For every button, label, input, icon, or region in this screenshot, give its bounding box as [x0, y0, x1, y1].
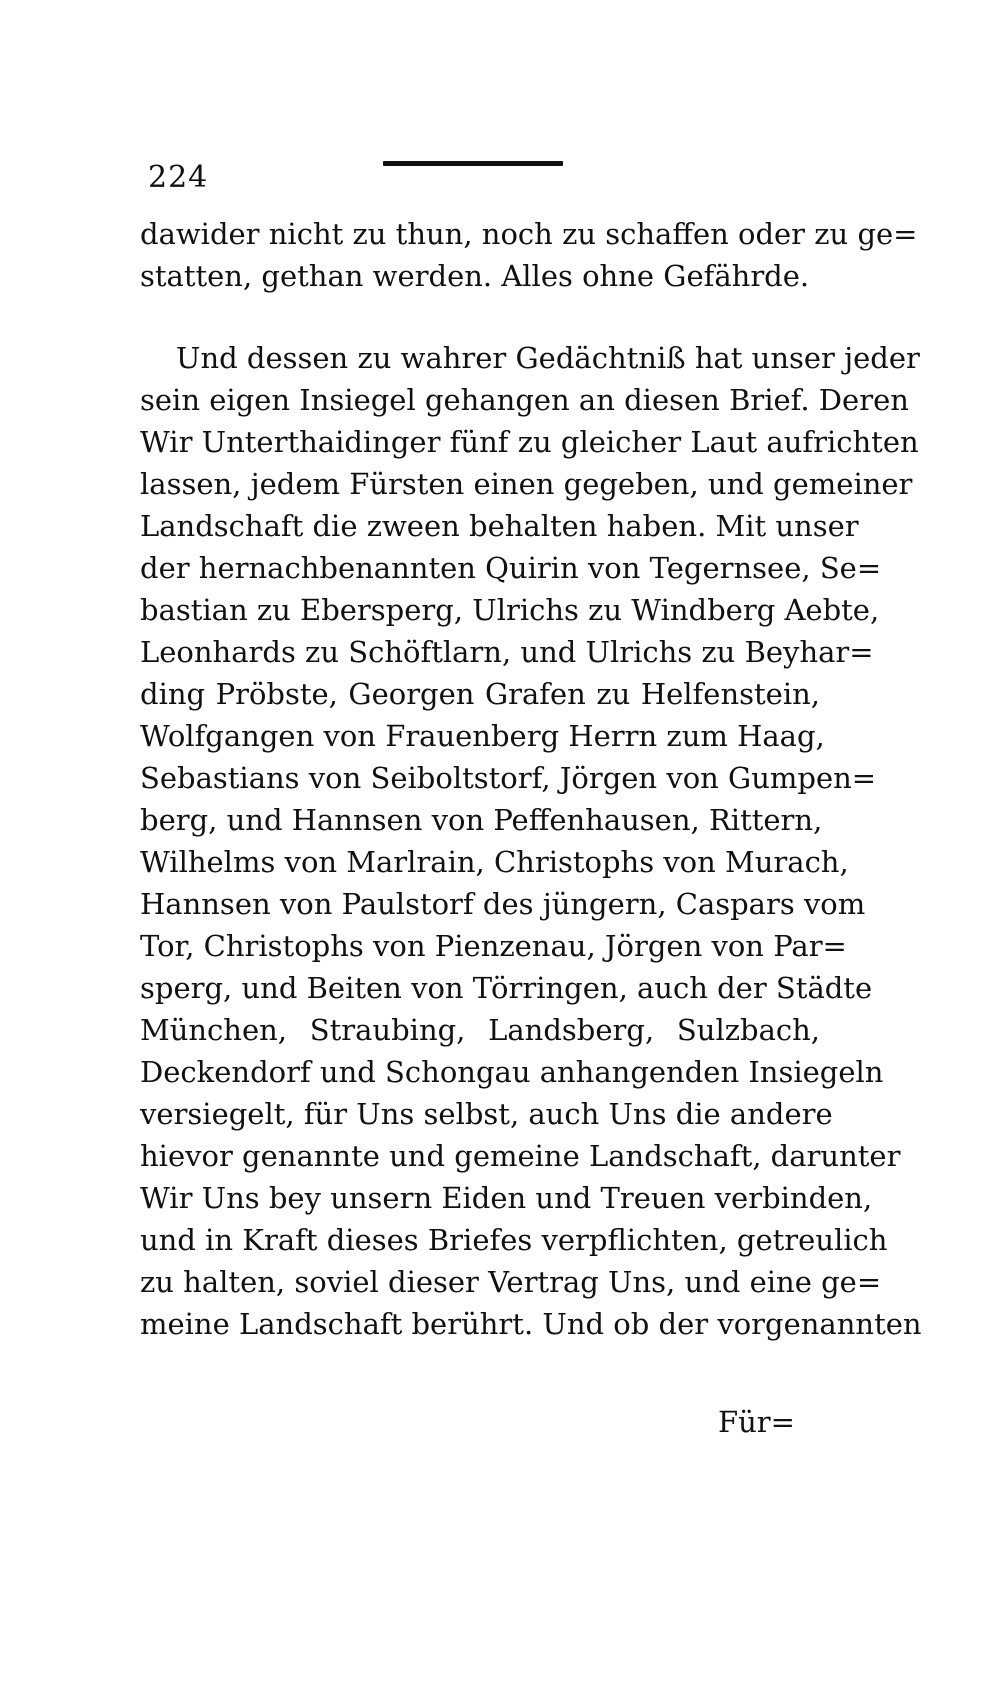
text-line: Tor, Christophs von Pienzenau, Jörgen von Par= [140, 929, 847, 963]
text-line: der hernachbenannten Quirin von Tegernsee, Se= [140, 551, 882, 585]
text-line: Wir Unterthaidinger fünf zu gleicher Laut aufrichten [140, 425, 919, 459]
text-line: meine Landschaft berührt. Und ob der vorgenannten [140, 1307, 922, 1341]
text-line: München, Straubing, Landsberg, Sulzbach, [140, 1013, 820, 1047]
catchword: Für= [718, 1405, 795, 1439]
text-line: sein eigen Insiegel gehangen an diesen Brief. Deren [140, 383, 909, 417]
text-line: versiegelt, für Uns selbst, auch Uns die andere [140, 1097, 833, 1131]
text-line: Landschaft die zween behalten haben. Mit unser [140, 509, 859, 543]
header-rule [383, 161, 563, 166]
text-line: lassen, jedem Fürsten einen gegeben, und gemeiner [140, 467, 913, 501]
text-line: Und dessen zu wahrer Gedächtniß hat unser jeder [176, 341, 920, 375]
text-line: dawider nicht zu thun, noch zu schaffen oder zu ge= [140, 217, 918, 251]
text-line: berg, und Hannsen von Peffenhausen, Rittern, [140, 803, 823, 837]
text-line: Wilhelms von Marlrain, Christophs von Murach, [140, 845, 849, 879]
text-line: Wolfgangen von Frauenberg Herrn zum Haag, [140, 719, 825, 753]
text-line: Deckendorf und Schongau anhangenden Insiegeln [140, 1055, 884, 1089]
text-line: Leonhards zu Schöftlarn, und Ulrichs zu Beyhar= [140, 635, 874, 669]
text-line: zu halten, soviel dieser Vertrag Uns, und eine ge= [140, 1265, 882, 1299]
text-line: Sebastians von Seiboltstorf, Jörgen von Gumpen= [140, 761, 877, 795]
text-line: Wir Uns bey unsern Eiden und Treuen verbinden, [140, 1181, 873, 1215]
text-line: bastian zu Ebersperg, Ulrichs zu Windberg Aebte, [140, 593, 880, 627]
text-line: sperg, und Beiten von Törringen, auch der Städte [140, 971, 873, 1005]
text-line: Hannsen von Paulstorf des jüngern, Caspars vom [140, 887, 866, 921]
text-line: statten, gethan werden. Alles ohne Gefährde. [140, 259, 810, 293]
text-line: ding Pröbste, Georgen Grafen zu Helfenstein, [140, 677, 820, 711]
text-line: und in Kraft dieses Briefes verpflichten, getreulich [140, 1223, 888, 1257]
text-line: hievor genannte und gemeine Landschaft, darunter [140, 1139, 901, 1173]
page-number: 224 [148, 160, 209, 195]
